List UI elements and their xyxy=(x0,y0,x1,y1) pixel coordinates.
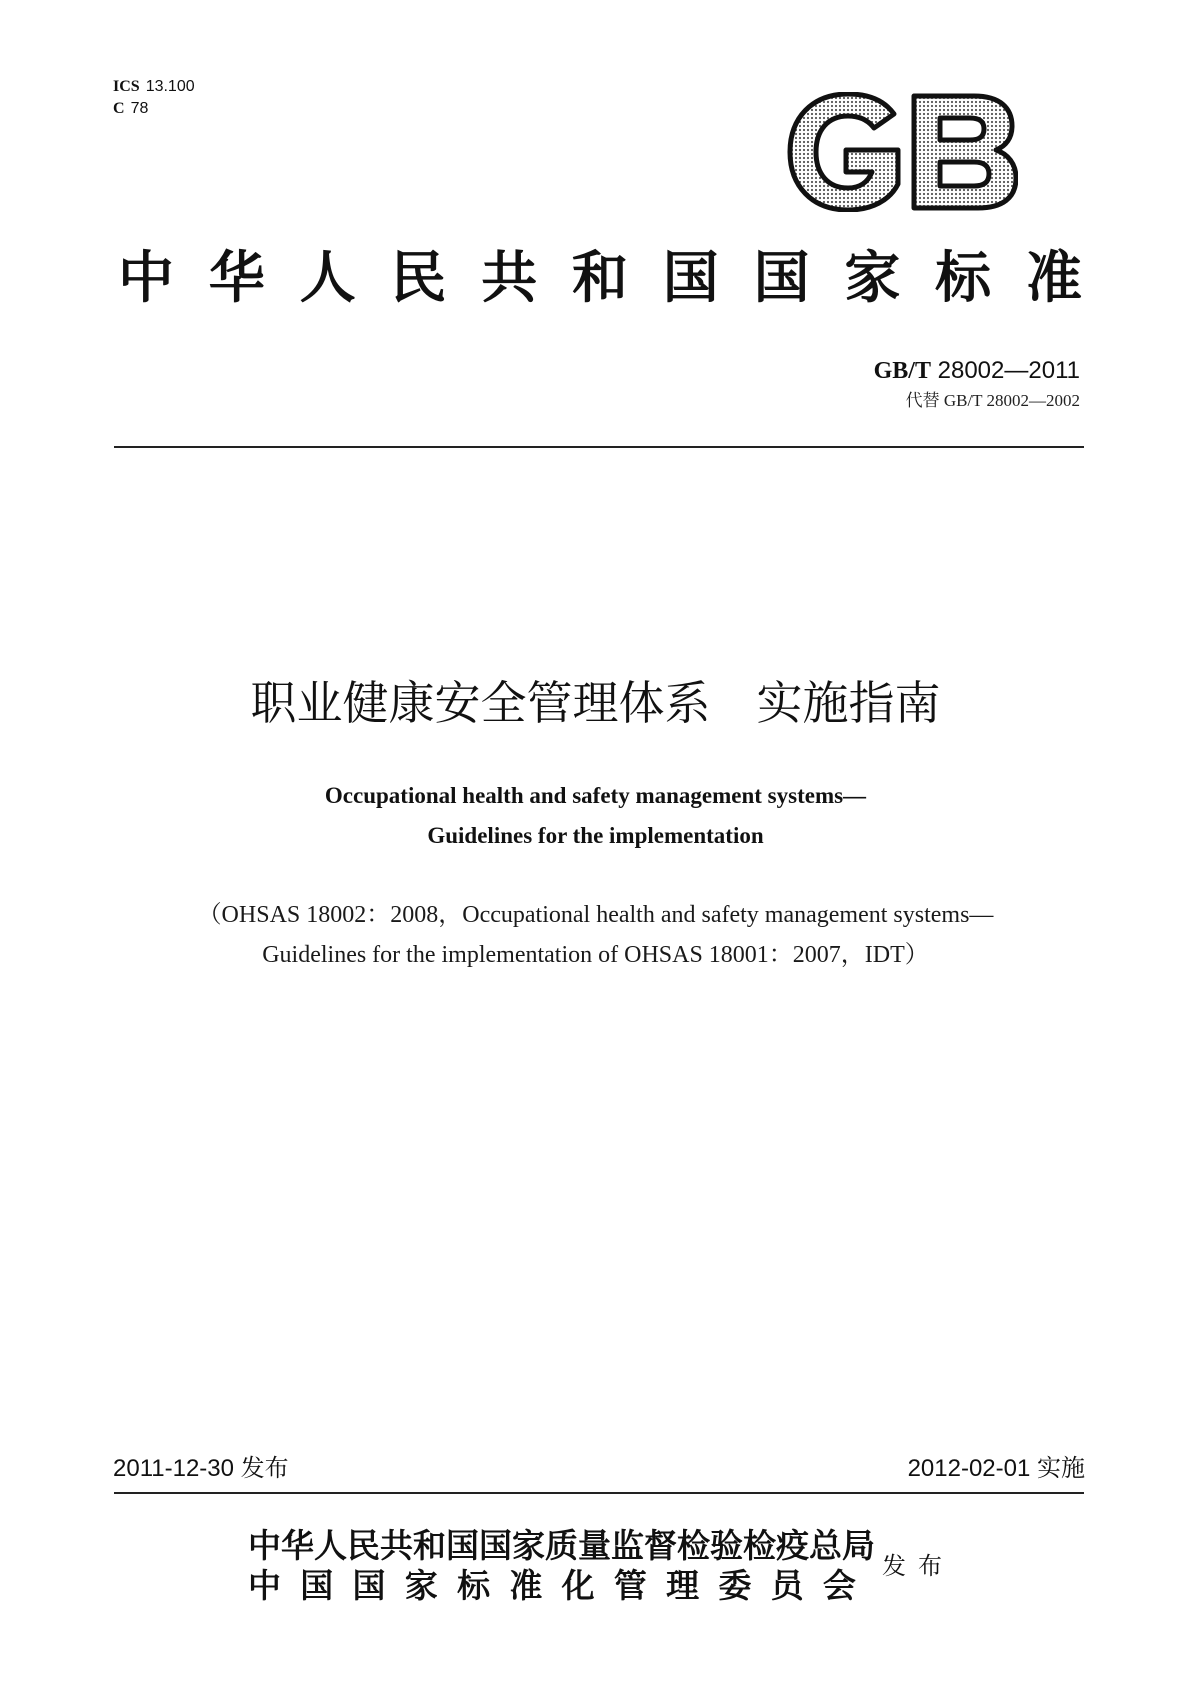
publisher-sac xyxy=(248,1566,856,1606)
national-standard-heading xyxy=(110,245,1090,311)
heading-char: 国 xyxy=(662,245,719,311)
english-title-line-2: Guidelines for the implementation xyxy=(427,823,764,848)
publisher-char: 国 xyxy=(300,1566,334,1605)
heading-char: 中 xyxy=(118,245,174,311)
publish-label: 发布 xyxy=(882,1552,954,1580)
publisher-aqsiq: 中华人民共和国国家质量监督检验检疫总局 xyxy=(248,1526,875,1565)
chinese-title: 职业健康安全管理体系 实施指南 xyxy=(250,676,941,730)
ics-label: ICS xyxy=(113,78,140,95)
publisher-char: 员 xyxy=(770,1566,804,1605)
bottom-divider xyxy=(114,1492,1084,1494)
english-title-line-1: Occupational health and safety management systems— xyxy=(324,783,867,808)
publisher-char: 标 xyxy=(457,1566,491,1605)
ccs-label: C xyxy=(113,100,125,117)
ccs-code: 78 xyxy=(130,100,149,117)
standard-number xyxy=(874,357,1080,385)
publisher-char: 家 xyxy=(404,1566,438,1605)
heading-char: 准 xyxy=(1025,245,1082,311)
equivalence-line-2: Guidelines for the implementation of OHSAS 18001：2007，IDT） xyxy=(262,942,929,968)
publisher-char: 管 xyxy=(613,1566,647,1605)
heading-char: 民 xyxy=(390,245,447,311)
publisher-char: 会 xyxy=(822,1566,856,1605)
heading-char: 和 xyxy=(571,245,628,311)
equivalence-line-1: （OHSAS 18002：2008，Occupational health and safety management systems— xyxy=(197,902,994,928)
standard-code: 28002—2011 xyxy=(937,357,1080,384)
issue-date: 2011-12-30 发布 xyxy=(113,1455,289,1482)
heading-char: 家 xyxy=(844,245,901,311)
heading-char: 华 xyxy=(208,245,265,311)
heading-char: 共 xyxy=(481,245,538,311)
ccs-code-line xyxy=(113,100,148,118)
ics-code: 13.100 xyxy=(145,78,195,95)
publisher-char: 委 xyxy=(718,1566,752,1605)
publisher-char: 准 xyxy=(509,1566,543,1605)
heading-char: 国 xyxy=(753,245,810,311)
ics-code-line xyxy=(113,78,195,96)
heading-char: 标 xyxy=(935,245,992,311)
top-divider xyxy=(114,446,1084,448)
standard-prefix: GB/T xyxy=(873,358,931,384)
implementation-date: 2012-02-01 实施 xyxy=(907,1455,1085,1482)
heading-char: 人 xyxy=(299,245,356,311)
gb-logo xyxy=(786,92,1018,212)
publisher-char: 化 xyxy=(561,1566,595,1605)
publisher-char: 中 xyxy=(248,1566,281,1605)
publisher-char: 国 xyxy=(352,1566,386,1605)
replaces-standard: 代替 GB/T 28002—2002 xyxy=(905,391,1080,410)
publisher-char: 理 xyxy=(666,1566,700,1605)
